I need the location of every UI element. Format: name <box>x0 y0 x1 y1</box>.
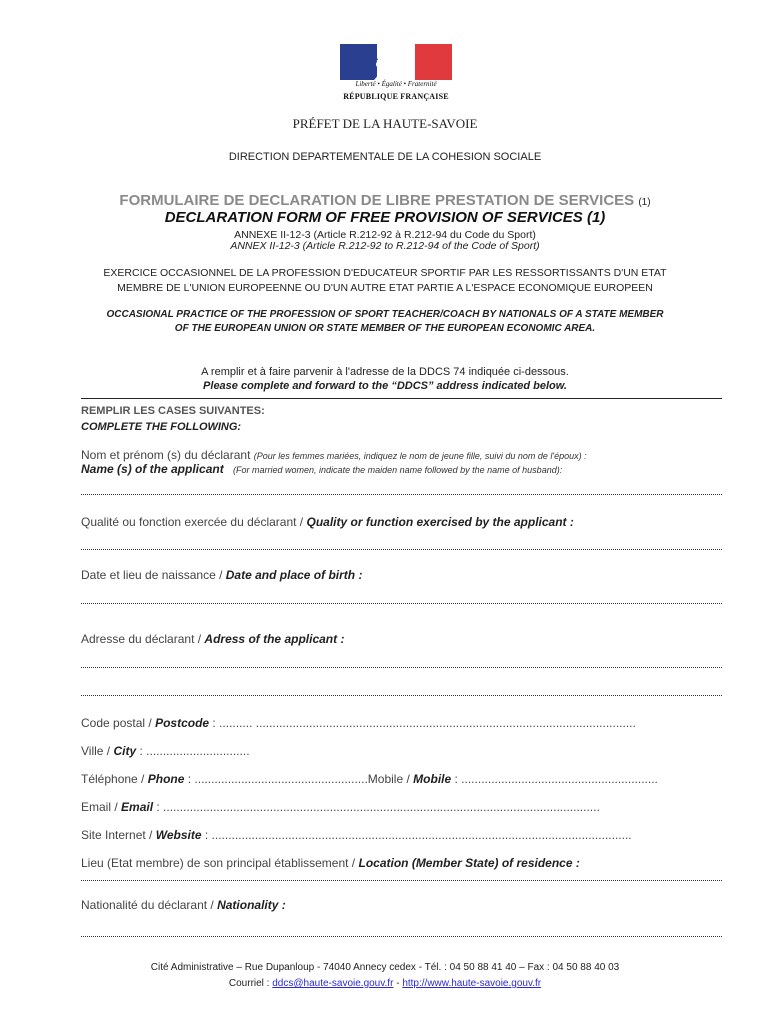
email-input-dots[interactable]: : ................................................................................................................................... <box>156 800 600 814</box>
courriel-label: Courriel : <box>228 978 270 989</box>
nationality-fr-text: Nationalité du déclarant / <box>81 898 214 912</box>
marianne-logo <box>340 44 452 102</box>
mobile-input-dots[interactable]: : ........................................................... <box>454 772 658 786</box>
postcode-input-dots[interactable]: : .......... .................................................................................................................. <box>212 716 636 730</box>
postcode-en-text: Postcode <box>155 716 210 730</box>
marianne-profile-icon <box>364 50 404 80</box>
republique-francaise-label: RÉPUBLIQUE FRANÇAISE <box>343 92 449 101</box>
location-input-line[interactable] <box>81 880 722 881</box>
name-fr-note: (Pour les femmes mariées, indiquez le nom de jeune fille, suivi du nom de l'époux) : <box>253 451 587 461</box>
flag-red-band <box>415 44 452 80</box>
email-fr-text: Email / <box>81 800 118 814</box>
occasional-line-2: OF THE EUROPEAN UNION OR STATE MEMBER OF THE EUROPEAN ECONOMIC AREA. <box>174 323 596 334</box>
exercise-line-1: EXERCICE OCCASIONNEL DE LA PROFESSION D'EDUCATEUR SPORTIF PAR LES RESSORTISSANTS D'UN ETAT <box>103 267 667 279</box>
address-fr-text: Adresse du déclarant / <box>81 632 202 646</box>
website-fr-text: Site Internet / <box>81 828 153 842</box>
address-input-line-2[interactable] <box>81 695 722 696</box>
quality-fr-text: Qualité ou fonction exercée du déclarant / <box>81 515 304 529</box>
prefet-heading: PRÉFET DE LA HAUTE-SAVOIE <box>292 116 478 131</box>
email-label[interactable] <box>81 800 600 814</box>
birth-fr-text: Date et lieu de naissance / <box>81 568 223 582</box>
section-divider <box>81 398 722 399</box>
address-label <box>81 632 344 646</box>
phone-fr-text: Téléphone / <box>81 772 145 786</box>
footer-contact <box>0 978 770 989</box>
nationality-label <box>81 898 286 912</box>
form-title-fr-text: FORMULAIRE DE DECLARATION DE LIBRE PRESTATION DE SERVICES <box>119 192 635 209</box>
nationality-en-text: Nationality : <box>217 898 286 912</box>
footer-email-link[interactable]: ddcs@haute-savoie.gouv.fr <box>272 978 394 989</box>
name-label-en <box>81 462 562 476</box>
phone-input-dots[interactable]: : .................................................... <box>187 772 368 786</box>
footer-website-link[interactable]: http://www.haute-savoie.gouv.fr <box>402 978 542 989</box>
exercise-line-2: MEMBRE DE L'UNION EUROPEENNE OU D'UN AUTRE ETAT PARTIE A L'ESPACE ECONOMIQUE EUROPEEN <box>117 282 653 294</box>
location-label <box>81 856 580 870</box>
form-title-fr <box>0 192 770 209</box>
city-input-dots[interactable]: : ............................... <box>139 744 250 758</box>
website-label[interactable] <box>81 828 632 842</box>
address-input-line-1[interactable] <box>81 667 722 668</box>
annex-fr: ANNEXE II-12-3 (Article R.212-92 à R.212-94 du Code du Sport) <box>234 229 536 241</box>
name-en-text: Name (s) of the applicant <box>81 462 224 476</box>
quality-input-line[interactable] <box>81 549 722 550</box>
mobile-fr-text: Mobile / <box>367 772 410 786</box>
section-heading-en: COMPLETE THE FOLLOWING: <box>81 421 242 433</box>
quality-en-text: Quality or function exercised by the applicant : <box>306 515 574 529</box>
republic-motto: Liberté • Égalité • Fraternité <box>355 80 437 88</box>
city-fr-text: Ville / <box>81 744 111 758</box>
birth-input-line[interactable] <box>81 603 722 604</box>
phone-label[interactable] <box>81 772 658 786</box>
website-input-dots[interactable]: : .............................................................................................................................. <box>204 828 632 842</box>
name-input-line[interactable] <box>81 494 722 495</box>
website-en-text: Website <box>155 828 202 842</box>
phone-en-text: Phone <box>147 772 185 786</box>
birth-en-text: Date and place of birth : <box>225 568 363 582</box>
form-title-fr-note: (1) <box>638 197 651 208</box>
section-heading-fr: REMPLIR LES CASES SUIVANTES: <box>81 405 265 417</box>
nationality-input-line[interactable] <box>81 936 722 937</box>
city-en-text: City <box>113 744 137 758</box>
form-title-en: DECLARATION FORM OF FREE PROVISION OF SERVICES (1) <box>164 209 606 226</box>
location-en-text: Location (Member State) of residence : <box>358 856 580 870</box>
annex-en: ANNEX II-12-3 (Article R.212-92 to R.212-94 of the Code of Sport) <box>230 240 540 252</box>
instructions-en: Please complete and forward to the “DDCS” address indicated below. <box>203 380 567 392</box>
footer-separator: - <box>396 978 400 989</box>
location-fr-text: Lieu (Etat membre) de son principal établissement / <box>81 856 356 870</box>
direction-heading: DIRECTION DEPARTEMENTALE DE LA COHESION SOCIALE <box>228 151 542 163</box>
email-en-text: Email <box>121 800 154 814</box>
occasional-line-1: OCCASIONAL PRACTICE OF THE PROFESSION OF SPORT TEACHER/COACH BY NATIONALS OF A STATE MEMBER <box>106 309 664 320</box>
name-label-fr <box>81 448 587 462</box>
footer-address: Cité Administrative – Rue Dupanloup - 74040 Annecy cedex - Tél. : 04 50 88 41 40 – Fax : 04 50 88 40 03 <box>150 962 620 973</box>
address-en-text: Adress of the applicant : <box>204 632 345 646</box>
postcode-label[interactable] <box>81 716 636 730</box>
mobile-en-text: Mobile <box>413 772 452 786</box>
quality-label <box>81 515 574 529</box>
postcode-fr-text: Code postal / <box>81 716 152 730</box>
birth-label <box>81 568 362 582</box>
city-label[interactable] <box>81 744 250 758</box>
instructions-fr: A remplir et à faire parvenir à l'adresse de la DDCS 74 indiquée ci-dessous. <box>201 366 569 378</box>
name-en-note: (For married women, indicate the maiden name followed by the name of husband): <box>233 465 563 475</box>
name-fr-text: Nom et prénom (s) du déclarant <box>81 448 251 462</box>
